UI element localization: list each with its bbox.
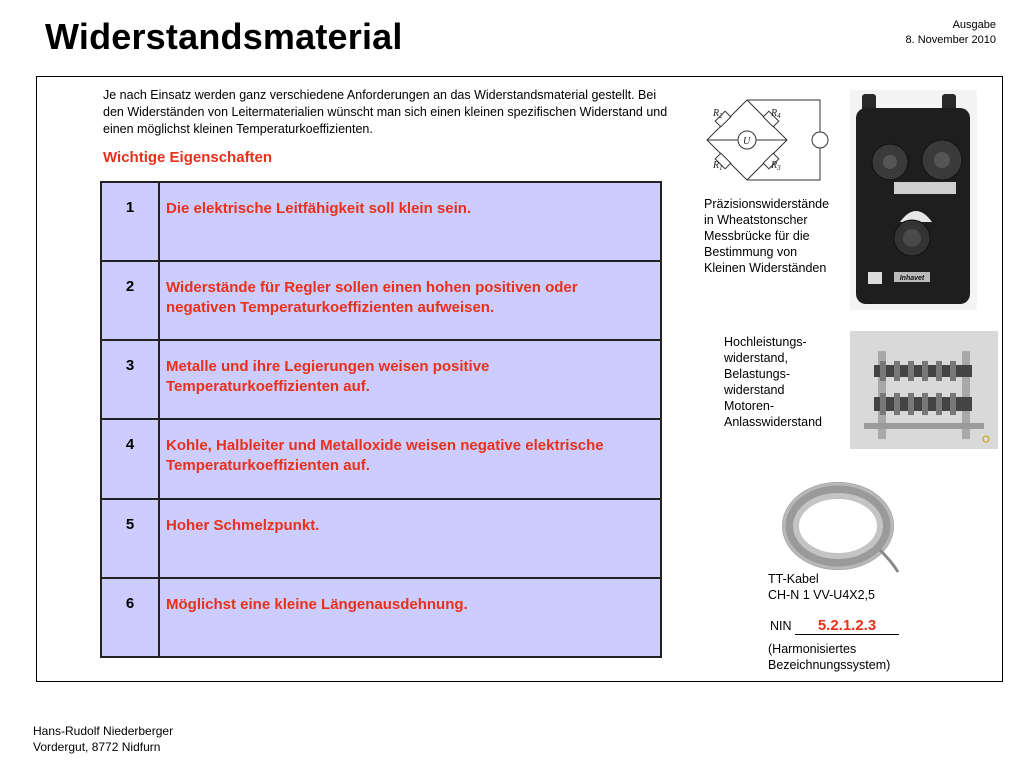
label-r1: $R_1$ bbox=[713, 160, 723, 172]
meter-brand-label: Inhavet bbox=[899, 275, 925, 282]
author-name: Hans-Rudolf Niederberger bbox=[33, 724, 174, 738]
cable-caption: TT-Kabel CH-N 1 VV-U4X2,5 bbox=[768, 572, 875, 602]
row-number: 6 bbox=[101, 578, 159, 657]
table-row bbox=[101, 340, 661, 419]
table-row bbox=[101, 182, 661, 261]
edition-date: 8. November 2010 bbox=[905, 34, 996, 46]
label-r3: $R_3$ bbox=[771, 160, 781, 172]
label-r2: $R_2$ bbox=[713, 108, 723, 120]
row-text: Widerstände für Regler sollen einen hohen positiven oder negativen Temperaturkoeffizienten aufweisen. bbox=[159, 261, 661, 340]
row-number: 5 bbox=[101, 499, 159, 578]
nin-designation bbox=[770, 618, 910, 635]
label-r4: $R_4$ bbox=[771, 108, 781, 120]
row-text: Kohle, Halbleiter und Metalloxide weisen negative elektrische Temperaturkoeffizienten auf. bbox=[159, 419, 661, 498]
table-row bbox=[101, 499, 661, 578]
edition-label: Ausgabe bbox=[952, 19, 996, 31]
row-number: 4 bbox=[101, 419, 159, 498]
row-number: 3 bbox=[101, 340, 159, 419]
nin-note: (Harmonisiertes Bezeichnungssystem) bbox=[768, 642, 891, 672]
row-text: Metalle und ihre Legierungen weisen positive Temperaturkoeffizienten auf. bbox=[159, 340, 661, 419]
page-title: Widerstandsmaterial bbox=[45, 16, 403, 57]
nin-code: 5.2.1.2.3 bbox=[795, 618, 899, 635]
cable-coil-photo bbox=[780, 480, 902, 576]
table-row bbox=[101, 578, 661, 657]
table-row bbox=[101, 261, 661, 340]
section-heading: Wichtige Eigenschaften bbox=[103, 149, 273, 166]
row-number: 2 bbox=[101, 261, 159, 340]
row-text: Die elektrische Leitfähigkeit soll klein sein. bbox=[159, 182, 661, 261]
wheatstone-caption: Präzisionswiderstände in Wheatstonscher Messbrücke für die Bestimmung von Kleinen Widerständen bbox=[704, 197, 830, 275]
wheatstone-bridge-diagram bbox=[705, 98, 835, 182]
measuring-bridge-photo bbox=[850, 90, 977, 310]
row-number: 1 bbox=[101, 182, 159, 261]
properties-table bbox=[100, 181, 662, 658]
resistor-caption: Hochleistungs- widerstand, Belastungs- widerstand Motoren- Anlasswiderstand bbox=[724, 335, 822, 429]
footer-author bbox=[33, 723, 173, 755]
row-text: Hoher Schmelzpunkt. bbox=[159, 499, 661, 578]
power-resistor-photo bbox=[850, 331, 998, 449]
author-address: Vordergut, 8772 Nidfurn bbox=[33, 740, 161, 754]
intro-text: Je nach Einsatz werden ganz verschiedene Anforderungen an das Widerstandsmaterial gestellt. Bei den Widerständen von Leitermaterialien wünscht man sich einen kleinen spezifischen Widerstand und einen möglichst kleinen Temperaturkoeffizienten. bbox=[103, 88, 668, 136]
edition-info bbox=[906, 18, 997, 48]
table-row bbox=[101, 419, 661, 498]
label-u: U bbox=[743, 136, 751, 147]
row-text: Möglichst eine kleine Längenausdehnung. bbox=[159, 578, 661, 657]
nin-label: NIN bbox=[770, 619, 792, 633]
